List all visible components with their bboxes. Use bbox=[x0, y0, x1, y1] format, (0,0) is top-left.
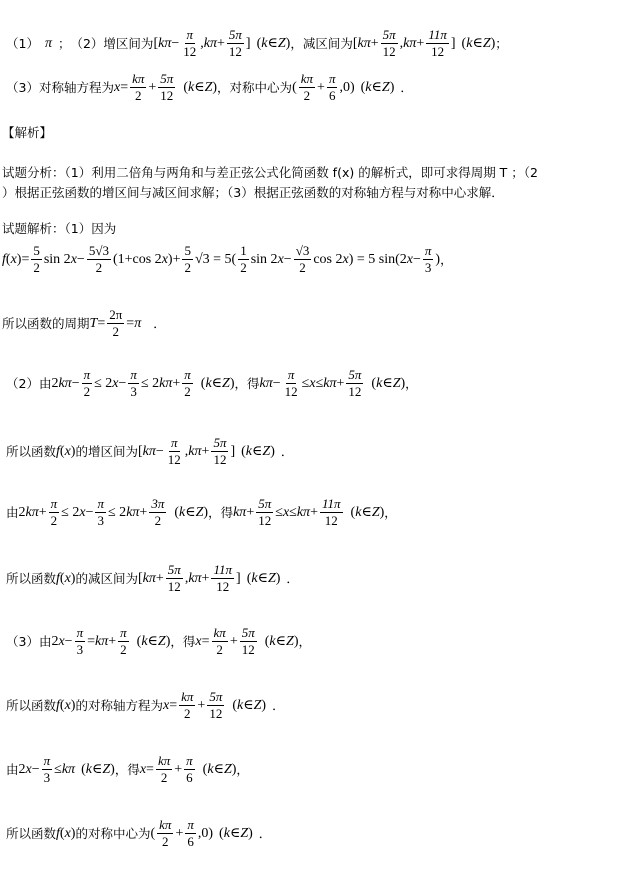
answer-part1-value: π bbox=[44, 35, 52, 51]
answer-comma-center: ，对称中心为 bbox=[217, 79, 293, 95]
center-eq-line: 由 2 x − $\frac{\pi}{3}$ ≤ kπ ( k ∈ Z ) ，得 x = $\frac{k\pi}{2}$ + $\frac{\pi}{6}$ ( k ∈ Z ) ， bbox=[6, 753, 249, 786]
answer-part2-label: （2）增区间为 bbox=[70, 35, 154, 51]
dec-prefix: 由 bbox=[6, 504, 19, 520]
answer-sep2: ； bbox=[495, 35, 508, 51]
analysis-header-text: 【解析】 bbox=[2, 125, 53, 140]
answer-sep1: ； bbox=[57, 35, 71, 51]
dec-get: ，得 bbox=[208, 504, 234, 520]
analysis-text-2: ）根据正弦函数的增区间与减区间求解；（3）根据正弦函数的对称轴方程与对称中心求解． bbox=[2, 185, 504, 200]
p3-line: （3）由 2 x − $\frac{\pi}{3}$ = kπ + $\frac{\pi}{2}$ ( k ∈ Z ) ，得 x = $\frac{k\pi}{2}$ + $\frac{5\pi}{12}$ ( k ∈ Z ) ， bbox=[6, 625, 311, 658]
analysis-header bbox=[2, 126, 52, 140]
fx-expression: f ( x )= $\frac{5}{2}$ sin 2 x − $\frac{5√3}{2}$ (1+cos 2 x )+ $\frac{5}{2}$ √3 = 5( $\frac{1}{2}$ sin 2 x − $\frac{√3}{2}$ cos 2 x ) = 5 sin(2 x − $\frac{\pi}{3}$ ) ， bbox=[2, 243, 453, 276]
p3-get: ，得 bbox=[170, 633, 196, 649]
inc-line: 所以函数 f ( x ) 的增区间为 [ kπ − $\frac{\pi}{12}$ , kπ + $\frac{5\pi}{12}$ ] ( k ∈ Z ) ． bbox=[6, 435, 294, 468]
analysis-line-1 bbox=[2, 166, 538, 180]
answer-part1-label: （1） bbox=[6, 35, 39, 51]
analysis-line-2 bbox=[2, 186, 504, 200]
answer-comma-dec: ，减区间为 bbox=[290, 35, 353, 51]
period-text: 所以函数的周期 bbox=[2, 315, 90, 331]
answer-period-end: ． bbox=[400, 79, 413, 95]
dec-ineq-line: 由 2 kπ + $\frac{\pi}{2}$ ≤ 2 x − $\frac{\pi}{3}$ ≤ 2 kπ + $\frac{3\pi}{2}$ ( k ∈ Z ) ，得 kπ + $\frac{5\pi}{12}$ ≤ x ≤ kπ + $\frac{11\pi}{12}$ ( k ∈ Z ) ， bbox=[6, 496, 397, 529]
analysis-text-1: 试题分析：（1）利用二倍角与两角和与差正弦公式化简函数 f(x) 的解析式，即可求得周期 T ；（2 bbox=[2, 165, 538, 180]
p2-line: （2）由 2 kπ − $\frac{\pi}{2}$ ≤ 2 x − $\frac{\pi}{3}$ ≤ 2 kπ + $\frac{\pi}{2}$ ( k ∈ Z ) ，得 kπ − $\frac{\pi}{12}$ ≤ x ≤ kπ + $\frac{5\pi}{12}$ ( k ∈ Z ) ， bbox=[6, 367, 418, 400]
frac-11pi-12: $\frac{11\pi}{12}$ bbox=[428, 27, 447, 60]
p3-prefix: （3）由 bbox=[6, 633, 52, 649]
frac-pi-12: $\frac{\pi}{12}$ bbox=[183, 27, 197, 60]
solution-intro-text: 试题解析：（1）因为 bbox=[2, 221, 117, 236]
center-prefix: 由 bbox=[6, 761, 19, 777]
center-get: ，得 bbox=[114, 761, 140, 777]
answer-line-1: （1） π ； （2）增区间为 [ kπ − $\frac{\pi}{12}$ , kπ + $\frac{5\pi}{12}$ ] ( k ∈ Z ) ，减区间为 [ kπ + $\frac{5\pi}{12}$ , kπ + $\frac{11\pi}{12}$ ] ( k ∈ Z ) ； bbox=[6, 27, 508, 60]
answer-part3-label: （3）对称轴方程为 bbox=[6, 79, 114, 95]
dec-line: 所以函数 f ( x ) 的减区间为 [ kπ + $\frac{5\pi}{12}$ , kπ + $\frac{11\pi}{12}$ ] ( k ∈ Z ) ． bbox=[6, 562, 299, 595]
answer-line-2: （3）对称轴方程为 x = $\frac{k\pi}{2}$ + $\frac{5\pi}{12}$ ( k ∈ Z ) ，对称中心为 ( $\frac{k\pi}{2}$ + $\frac{\pi}{6}$ ,0) ( k ∈ Z ) ． bbox=[6, 71, 413, 104]
p2-get: ，得 bbox=[234, 375, 260, 391]
frac-5pi-12: $\frac{5\pi}{12}$ bbox=[228, 27, 242, 60]
axis-line: 所以函数 f ( x ) 的对称轴方程为 x = $\frac{k\pi}{2}$ + $\frac{5\pi}{12}$ ( k ∈ Z ) ． bbox=[6, 689, 285, 722]
frac-5pi-12b: $\frac{5\pi}{12}$ bbox=[382, 27, 396, 60]
p2-prefix: （2）由 bbox=[6, 375, 52, 391]
center-line: 所以函数 f ( x ) 的对称中心为 ( $\frac{k\pi}{2}$ + $\frac{\pi}{6}$ ,0) ( k ∈ Z ) ． bbox=[6, 817, 272, 850]
solution-intro bbox=[2, 222, 116, 236]
period-line: 所以函数的周期 T = $\frac{2\pi}{2}$ = π ． bbox=[2, 307, 166, 340]
